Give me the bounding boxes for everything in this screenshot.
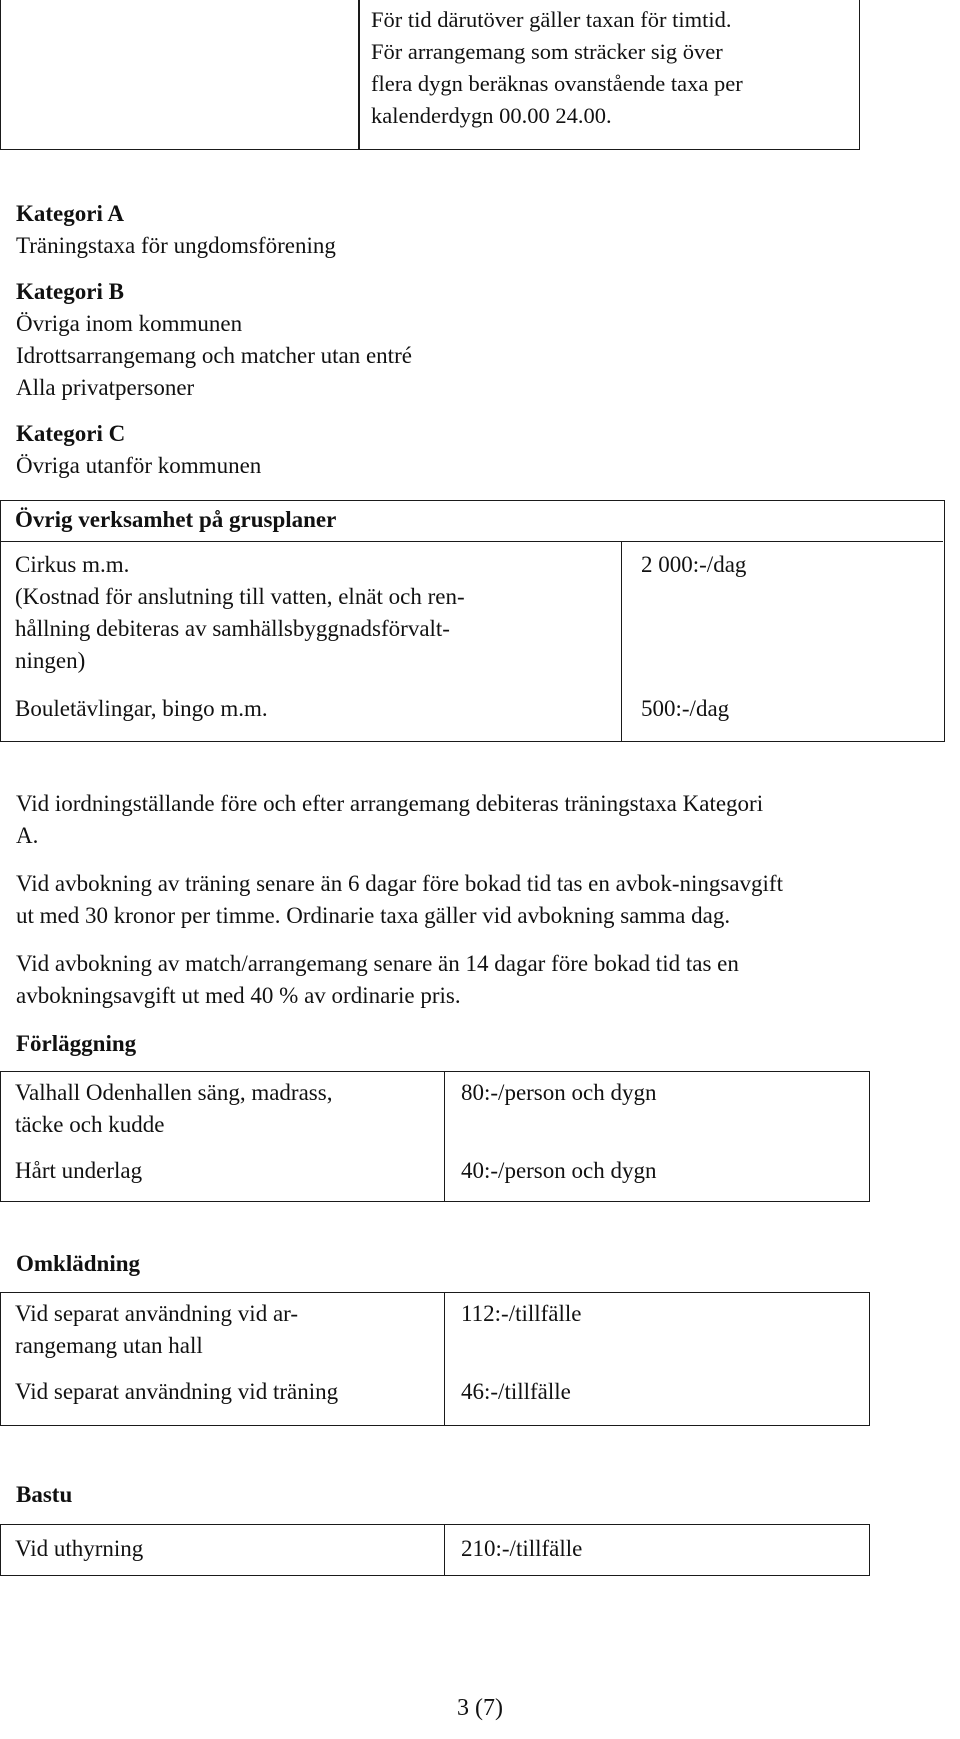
grusplaner-cell-line: ningen) <box>15 648 86 673</box>
paragraph-iordningstallande <box>16 788 946 852</box>
category-heading: Kategori C <box>16 421 126 446</box>
top-note-line: kalenderdygn 00.00 24.00. <box>371 103 612 128</box>
top-note-text <box>371 4 743 132</box>
top-note-line: flera dygn beräknas ovanstående taxa per <box>371 71 743 96</box>
omkladning-cell-line: rangemang utan hall <box>15 1333 203 1358</box>
grusplaner-cell-line: Cirkus m.m. <box>15 552 130 577</box>
grusplaner-row-1 <box>15 549 465 677</box>
category-item: Idrottsarrangemang och matcher utan entré <box>16 343 412 368</box>
paragraph-line: Vid avbokning av match/arrangemang senare än 14 dagar före bokad tid tas en <box>16 951 739 976</box>
category-heading: Kategori A <box>16 201 124 226</box>
omkladning-cell-line: Vid separat användning vid träning <box>15 1379 339 1404</box>
omkladning-heading: Omklädning <box>16 1251 140 1276</box>
omkladning-cell-line: Vid separat användning vid ar- <box>15 1301 299 1326</box>
omkladning-divider <box>444 1293 445 1425</box>
paragraph-line: Vid avbokning av träning senare än 6 dagar före bokad tid tas en avbok-ningsavgift <box>16 871 783 896</box>
forlaggning-cell-line: täcke och kudde <box>15 1112 165 1137</box>
forlaggning-table <box>0 1071 870 1202</box>
omkladning-row-2 <box>15 1376 338 1408</box>
top-note-cell <box>358 0 860 150</box>
paragraph-line: Vid iordningställande före och efter arrangemang debiteras träningstaxa Kategori <box>16 791 764 816</box>
forlaggning-divider <box>444 1072 445 1201</box>
grusplaner-price-2: 500:-/dag <box>641 696 730 721</box>
grusplaner-price-1: 2 000:-/dag <box>641 552 747 577</box>
grusplaner-table <box>0 500 945 742</box>
bastu-divider <box>444 1525 445 1575</box>
top-note-left-cell <box>0 0 360 150</box>
grusplaner-cell-line: Bouletävlingar, bingo m.m. <box>15 696 268 721</box>
category-c <box>16 418 261 482</box>
omkladning-price-1: 112:-/tillfälle <box>461 1301 582 1326</box>
bastu-price-1: 210:-/tillfälle <box>461 1536 583 1561</box>
omkladning-row-1 <box>15 1298 298 1362</box>
category-item: Träningstaxa för ungdomsförening <box>16 233 336 258</box>
grusplaner-heading: Övrig verksamhet på grusplaner <box>15 507 337 532</box>
paragraph-line: A. <box>16 823 39 848</box>
page-number: 3 (7) <box>457 1695 503 1721</box>
paragraph-line: ut med 30 kronor per timme. Ordinarie taxa gäller vid avbokning samma dag. <box>16 903 731 928</box>
forlaggning-heading: Förläggning <box>16 1031 137 1056</box>
category-item: Alla privatpersoner <box>16 375 195 400</box>
forlaggning-cell-line: Valhall Odenhallen säng, madrass, <box>15 1080 333 1105</box>
paragraph-avbokning-match <box>16 948 946 1012</box>
category-heading: Kategori B <box>16 279 124 304</box>
grusplaner-cell-line: (Kostnad för anslutning till vatten, elnät och ren- <box>15 584 465 609</box>
forlaggning-row-1 <box>15 1077 332 1141</box>
omkladning-price-2: 46:-/tillfälle <box>461 1379 571 1404</box>
top-note-line: För tid därutöver gäller taxan för timtid. <box>371 7 732 32</box>
category-b <box>16 276 412 404</box>
category-item: Övriga inom kommunen <box>16 311 243 336</box>
grusplaner-divider <box>621 541 622 741</box>
forlaggning-cell-line: Hårt underlag <box>15 1158 143 1183</box>
top-note-line: För arrangemang som sträcker sig över <box>371 39 723 64</box>
bastu-cell-line: Vid uthyrning <box>15 1536 144 1561</box>
forlaggning-row-2 <box>15 1155 142 1187</box>
bastu-heading: Bastu <box>16 1482 73 1507</box>
bastu-row-1 <box>15 1533 143 1565</box>
category-item: Övriga utanför kommunen <box>16 453 262 478</box>
category-a <box>16 198 336 262</box>
paragraph-line: avbokningsavgift ut med 40 % av ordinarie pris. <box>16 983 461 1008</box>
forlaggning-price-2: 40:-/person och dygn <box>461 1158 657 1183</box>
forlaggning-price-1: 80:-/person och dygn <box>461 1080 657 1105</box>
grusplaner-row-2 <box>15 693 268 725</box>
bastu-table <box>0 1524 870 1576</box>
paragraph-avbokning-traning <box>16 868 946 932</box>
grusplaner-cell-line: hållning debiteras av samhällsbyggnadsförvalt- <box>15 616 450 641</box>
omkladning-table <box>0 1292 870 1426</box>
